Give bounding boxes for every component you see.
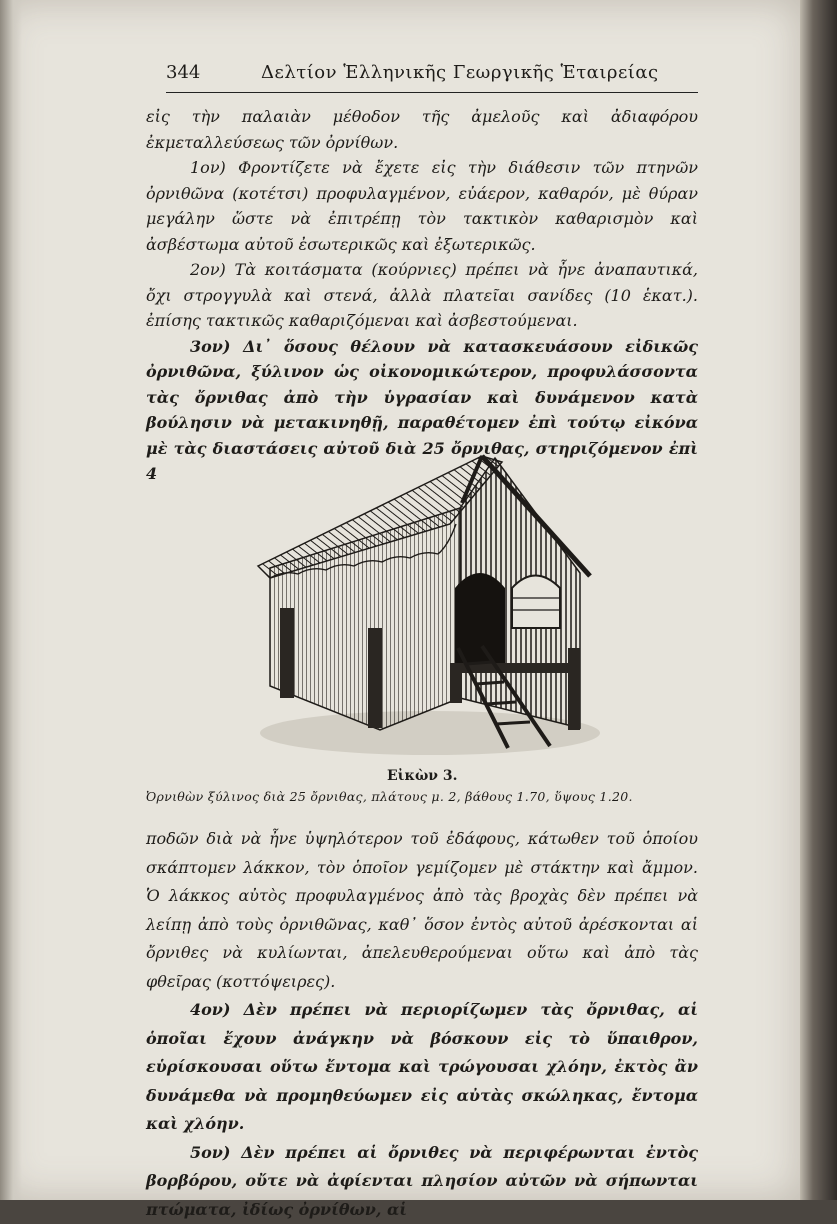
page-left-edge — [0, 0, 22, 1200]
page-number: 344 — [166, 62, 200, 83]
paragraph-item-5: 5ον) Δὲν πρέπει αἱ ὄρνιθες νὰ περιφέρωνται ἐντὸς βορβόρου, οὔτε νὰ ἀφίενται πλησίον αὐτῶν νὰ σήπωνται πτώματα, ἰδίως ὀρνίθων, αἱ — [146, 1139, 698, 1224]
paragraph-item-3: 3ον) Δι᾽ ὅσους θέλουν νὰ κατασκευάσουν εἰδικῶς ὀρνιθῶνα, ξύλινον ὡς οἰκονομικώτερον, προφυλάσσοντα τὰς ὄρνιθας ἀπὸ τὴν ὑγρασίαν καὶ δυνάμενον κατὰ βούλησιν νὰ μετακινηθῇ, παραθέτομεν ἐπὶ τούτῳ εἰκόνα μὲ τὰς διαστάσεις αὐτοῦ διὰ 25 ὄρνιθας, στηριζόμενον ἐπὶ 4 — [146, 334, 698, 487]
figure-label: Εἰκὼν 3. — [387, 768, 457, 784]
paragraph: εἰς τὴν παλαιὰν μέθοδον τῆς ἀμελοῦς καὶ ἀδιαφόρου ἐκμεταλλεύσεως τῶν ὀρνίθων. — [146, 104, 698, 155]
paragraph-item-1: 1ον) Φροντίζετε νὰ ἔχετε εἰς τὴν διάθεσιν τῶν πτηνῶν ὀρνιθῶνα (κοτέτσι) προφυλαγμένον, εὐάερον, καθαρόν, μὲ θύραν μεγάλην ὥστε νὰ ἐπιτρέπῃ τὸν τακτικὸν καθαρισμὸν καὶ ἀσβέστωμα αὐτοῦ ἐσωτερικῶς καὶ ἐξωτερικῶς. — [146, 155, 698, 257]
henhouse-illustration — [250, 448, 600, 763]
running-title: Δελτίον Ἑλληνικῆς Γεωργικῆς Ἑταιρείας — [261, 62, 659, 83]
body-text-bottom — [146, 825, 698, 1224]
paragraph: ποδῶν διὰ νὰ ἦνε ὑψηλότερον τοῦ ἐδάφους, κάτωθεν τοῦ ὁποίου σκάπτομεν λάκκον, τὸν ὁποῖον γεμίζομεν μὲ στάκτην καὶ ἄμμον. Ὁ λάκκος αὐτὸς προφυλαγμένος ἀπὸ τὰς βροχὰς δὲν πρέπει νὰ λείπῃ ἀπὸ τοὺς ὀρνιθῶνας, καθ᾽ ὅσον ἐντὸς αὐτοῦ ἀρέσκονται αἱ ὄρνιθες νὰ κυλίωνται, ἀπελευθερούμεναι οὕτω καὶ ἀπὸ τὰς φθεῖρας (κοττόψειρες). — [146, 825, 698, 996]
book-gutter — [800, 0, 837, 1200]
figure-caption: Ὀρνιθὼν ξύλινος διὰ 25 ὄρνιθας, πλάτους μ. 2, βάθους 1.70, ὕψους 1.20. — [146, 789, 706, 804]
body-text-top — [146, 104, 698, 487]
paragraph-item-4: 4ον) Δὲν πρέπει νὰ περιορίζωμεν τὰς ὄρνιθας, αἱ ὁποῖαι ἔχουν ἀνάγκην νὰ βόσκουν εἰς τὸ ὕπαιθρον, εὑρίσκουσαι οὕτω ἔντομα καὶ τρώγουσαι χλόην, ἐκτὸς ἂν δυνάμεθα νὰ προμηθεύωμεν εἰς αὐτὰς σκώληκας, ἔντομα καὶ χλόην. — [146, 996, 698, 1139]
header-rule — [166, 92, 698, 93]
paragraph-item-2: 2ον) Τὰ κοιτάσματα (κούρνιες) πρέπει νὰ ἦνε ἀναπαυτικά, ὄχι στρογγυλὰ καὶ στενά, ἀλλὰ πλατεῖαι σανίδες (10 ἑκατ.). ἐπίσης τακτικῶς καθαριζόμεναι καὶ ἀσβεστούμεναι. — [146, 257, 698, 334]
page-header — [166, 62, 696, 92]
